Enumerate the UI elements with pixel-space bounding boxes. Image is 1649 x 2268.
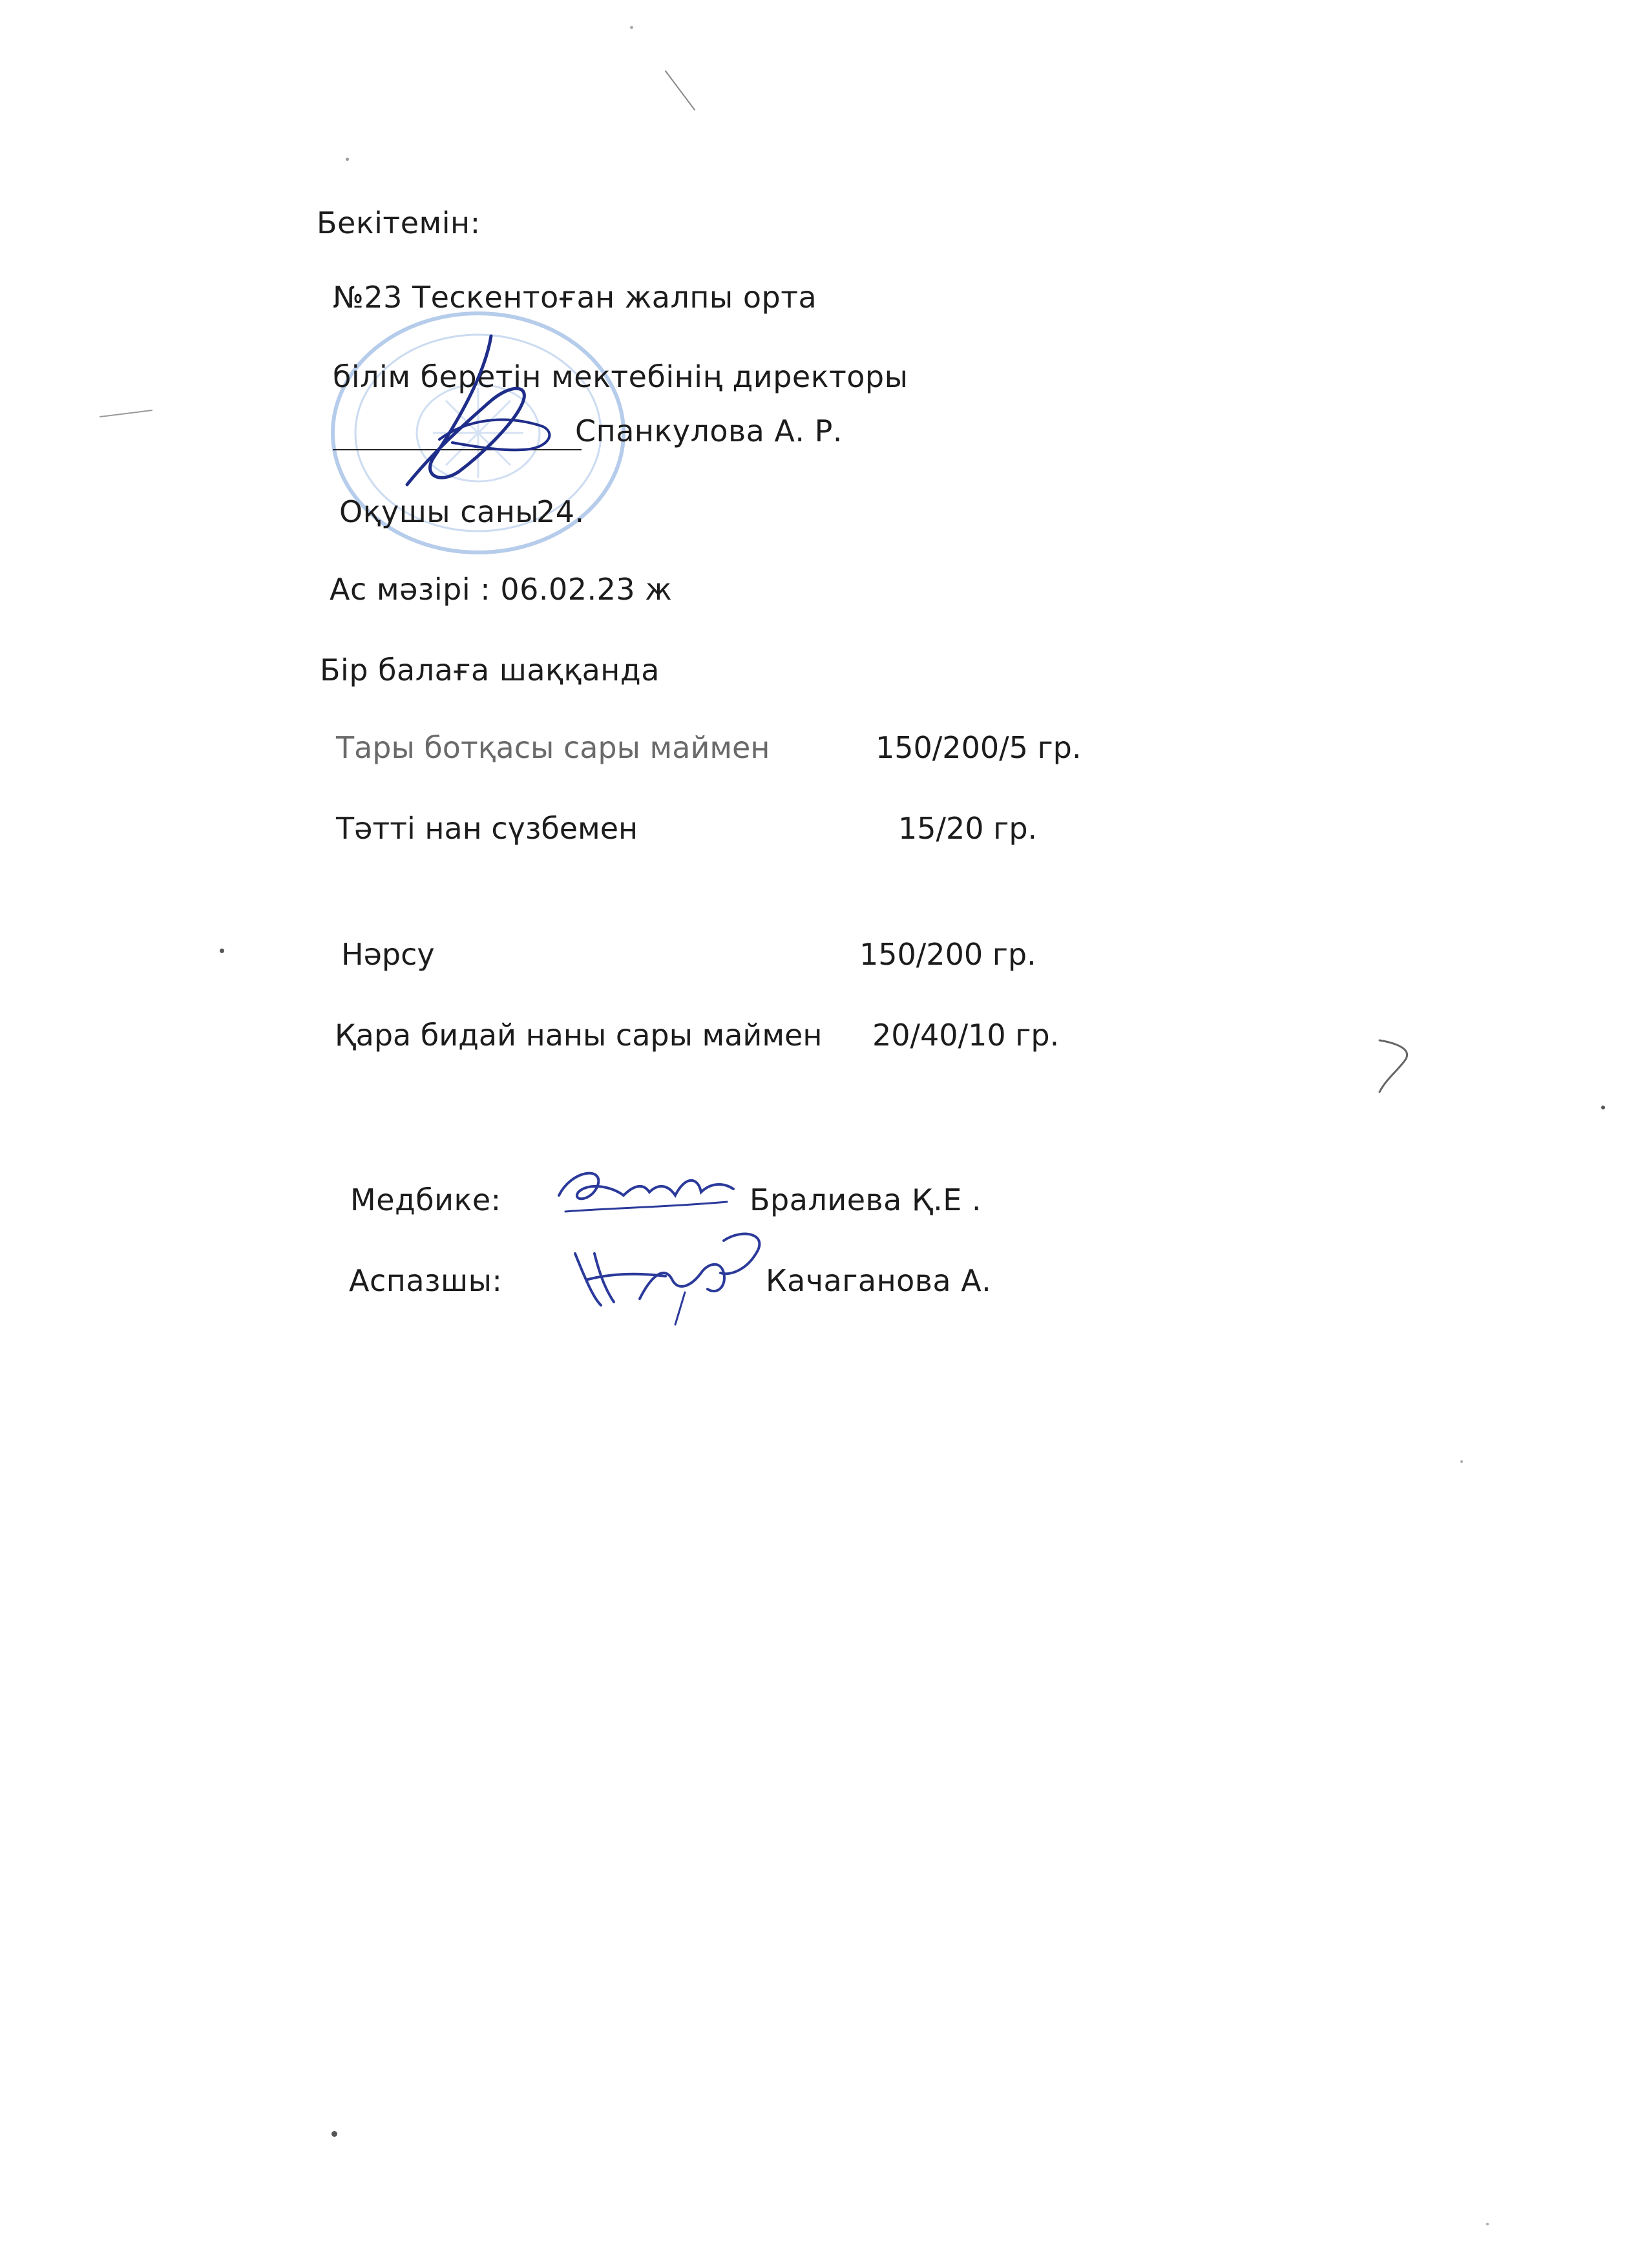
- scan-mark: [659, 65, 704, 116]
- scan-speck: [220, 949, 224, 953]
- menu-date-line: Ас мәзірі : 06.02.23 ж: [330, 572, 673, 607]
- menu-item-portion: 20/40/10 гр.: [872, 1018, 1060, 1053]
- scan-speck: [331, 2131, 337, 2137]
- scan-mark: [97, 407, 155, 420]
- cook-signature: [562, 1215, 782, 1331]
- menu-item-portion: 150/200/5 гр.: [876, 730, 1082, 765]
- director-signature: [362, 323, 582, 517]
- director-name: Спанкулова А. Р.: [575, 414, 843, 448]
- school-name-line1: №23 Тескентоған жалпы орта: [333, 280, 817, 315]
- menu-item-name: Қара бидай наны сары маймен: [335, 1018, 823, 1053]
- menu-item-name: Тәтті нан сүзбемен: [336, 811, 638, 846]
- approval-heading: Бекітемін:: [317, 205, 481, 240]
- school-name-line2: білім беретін мектебінің директоры: [333, 359, 909, 394]
- scan-speck: [1486, 2223, 1489, 2225]
- nurse-name: Бралиева Қ.Е .: [750, 1182, 982, 1217]
- nurse-label: Медбике:: [350, 1182, 501, 1217]
- menu-item-portion: 15/20 гр.: [898, 811, 1038, 846]
- scan-speck: [346, 158, 349, 161]
- menu-item-portion: 150/200 гр.: [859, 937, 1036, 972]
- scan-speck: [1460, 1460, 1463, 1463]
- cook-label: Аспазшы:: [349, 1263, 503, 1298]
- menu-item-name: Нәрсу: [341, 937, 435, 972]
- scan-mark: [1373, 1027, 1425, 1098]
- scan-speck: [630, 26, 633, 29]
- menu-item-name: Тары ботқасы сары маймен: [336, 730, 770, 765]
- per-child-caption: Бір балаға шаққанда: [320, 653, 660, 688]
- students-count-value: 24.: [536, 494, 585, 529]
- cook-name: Качаганова А.: [766, 1263, 992, 1298]
- scan-speck: [1601, 1106, 1605, 1109]
- students-count-label: Оқушы саны: [339, 494, 540, 529]
